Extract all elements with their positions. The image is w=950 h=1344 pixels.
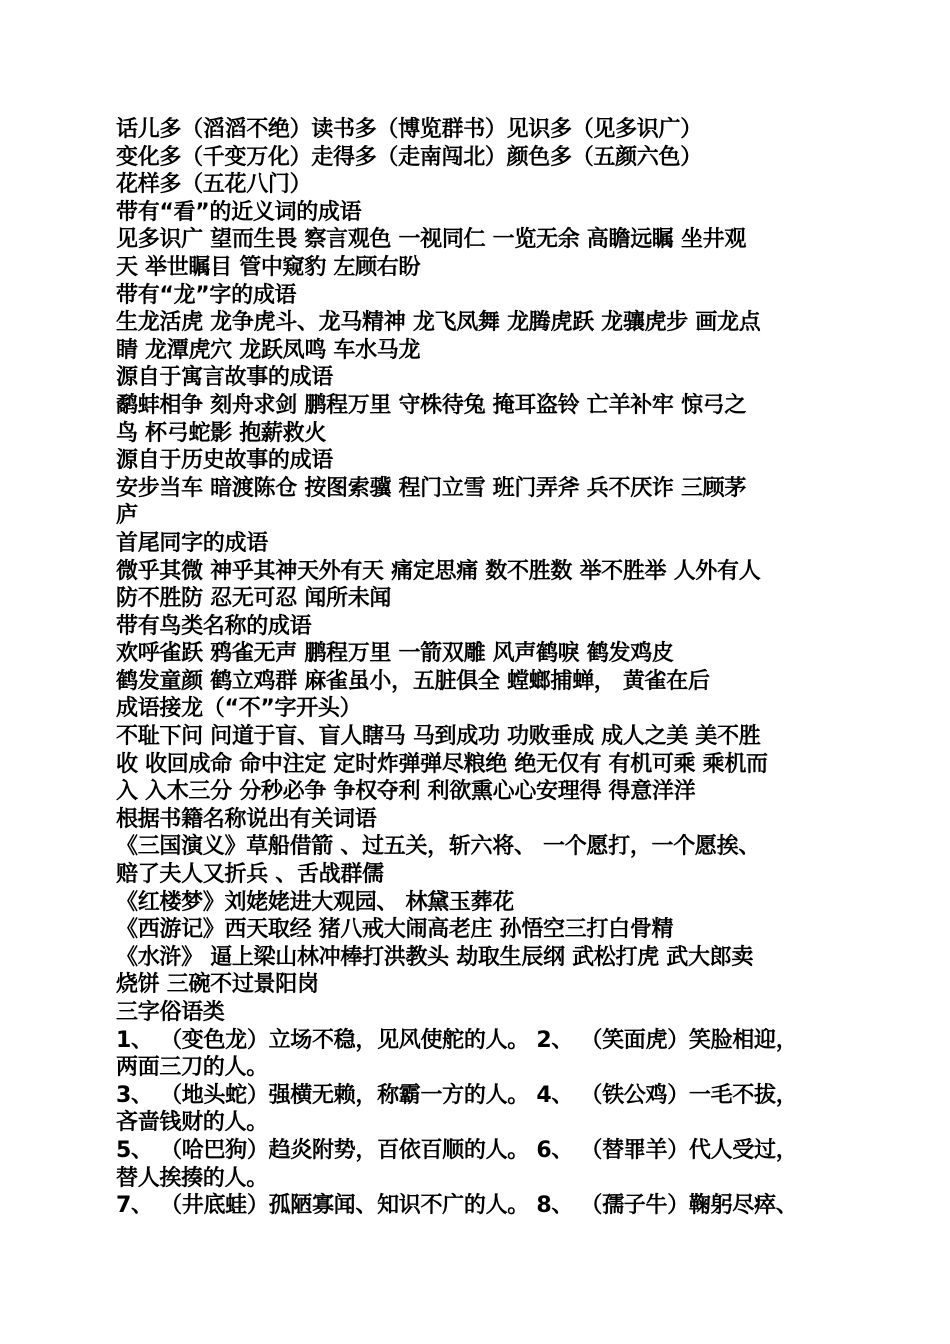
text-line: 鸟 杯弓蛇影 抱薪救火: [116, 420, 327, 446]
text-line: 替人挨揍的人。: [116, 1165, 268, 1191]
text-line: 5、 （哈巴狗）趋炎附势，百依百顺的人。 6、 （替罪羊）代人受过，: [116, 1137, 798, 1163]
text-line: 话儿多（滔滔不绝）读书多（博览群书）见识多（见多识广）: [116, 117, 702, 142]
text-line: 安步当车 暗渡陈仓 按图索骥 程门立雪 班门弄斧 兵不厌诈 三顾茅: [116, 475, 747, 501]
text-line: 《三国演义》草船借箭 、过五关，斩六将、 一个愿打，一个愿挨、: [116, 834, 761, 860]
text-line: 睛 龙潭虎穴 龙跃凤鸣 车水马龙: [116, 337, 421, 363]
text-line: 入 入木三分 分秒必争 争权夺利 利欲熏心心安理得 得意洋洋: [116, 779, 696, 805]
text-line: 不耻下问 问道于盲、盲人瞎马 马到成功 功败垂成 成人之美 美不胜: [116, 724, 761, 750]
text-line: 鹬蚌相争 刻舟求剑 鹏程万里 守株待兔 掩耳盗铃 亡羊补牢 惊弓之: [116, 392, 747, 418]
text-line: 见多识广 望而生畏 察言观色 一视同仁 一览无余 高瞻远瞩 坐井观: [116, 227, 747, 253]
text-line: 《红楼梦》刘姥姥进大观园、 林黛玉葬花: [116, 889, 514, 915]
section-heading: 成语接龙（“不”字开头）: [116, 696, 362, 722]
section-heading: 根据书籍名称说出有关词语: [116, 806, 377, 832]
text-line: 收 收回成命 命中注定 定时炸弹弹尽粮绝 绝无仅有 有机可乘 乘机而: [116, 751, 768, 777]
text-line: 生龙活虎 龙争虎斗、龙马精神 龙飞凤舞 龙腾虎跃 龙骧虎步 画龙点: [116, 310, 761, 336]
text-line: 庐: [116, 503, 138, 529]
text-line: 花样多（五花八门）: [116, 172, 312, 198]
section-heading: 带有“龙”字的成语: [116, 282, 297, 308]
text-line: 《西游记》西天取经 猪八戒大闹高老庄 孙悟空三打白骨精: [116, 917, 674, 943]
text-line: 鹤发童颜 鹤立鸡群 麻雀虽小，五脏俱全 螳螂捕蝉， 黄雀在后: [116, 668, 710, 694]
text-line: 《水浒》 逼上梁山林冲棒打洪教头 劫取生辰纲 武松打虎 武大郎卖: [116, 944, 754, 970]
section-heading: 带有鸟类名称的成语: [116, 613, 312, 639]
text-line: 变化多（千变万化）走得多（走南闯北）颜色多（五颜六色）: [116, 144, 702, 170]
text-line: 1、 （变色龙）立场不稳，见风使舵的人。 2、 （笑面虎）笑脸相迎，: [116, 1027, 798, 1053]
text-line: 两面三刀的人。: [116, 1055, 268, 1081]
section-heading: 源自于历史故事的成语: [116, 448, 334, 474]
text-line: 赔了夫人又折兵 、舌战群儒: [116, 862, 384, 888]
section-heading: 带有“看”的近义词的成语: [116, 199, 362, 225]
document-body: [116, 116, 836, 1220]
text-line: 烧饼 三碗不过景阳岗: [116, 972, 319, 998]
text-line: 3、 （地头蛇）强横无赖，称霸一方的人。 4、 （铁公鸡）一毛不拔，: [116, 1082, 798, 1108]
text-line: 欢呼雀跃 鸦雀无声 鹏程万里 一箭双雕 风声鹤唳 鹤发鸡皮: [116, 641, 674, 667]
section-heading: 源自于寓言故事的成语: [116, 365, 334, 391]
text-line: 吝啬钱财的人。: [116, 1110, 268, 1136]
text-line: 微乎其微 神乎其神天外有天 痛定思痛 数不胜数 举不胜举 人外有人: [116, 558, 761, 584]
text-line: 天 举世瞩目 管中窥豹 左顾右盼: [116, 254, 421, 280]
section-heading: 首尾同字的成语: [116, 530, 268, 556]
text-line: 7、 （井底蛙）孤陋寡闻、知识不广的人。 8、 （孺子牛）鞠躬尽瘁、: [116, 1193, 798, 1219]
section-heading: 三字俗语类: [116, 1000, 225, 1025]
text-line: 防不胜防 忍无可忍 闻所未闻: [116, 586, 392, 612]
